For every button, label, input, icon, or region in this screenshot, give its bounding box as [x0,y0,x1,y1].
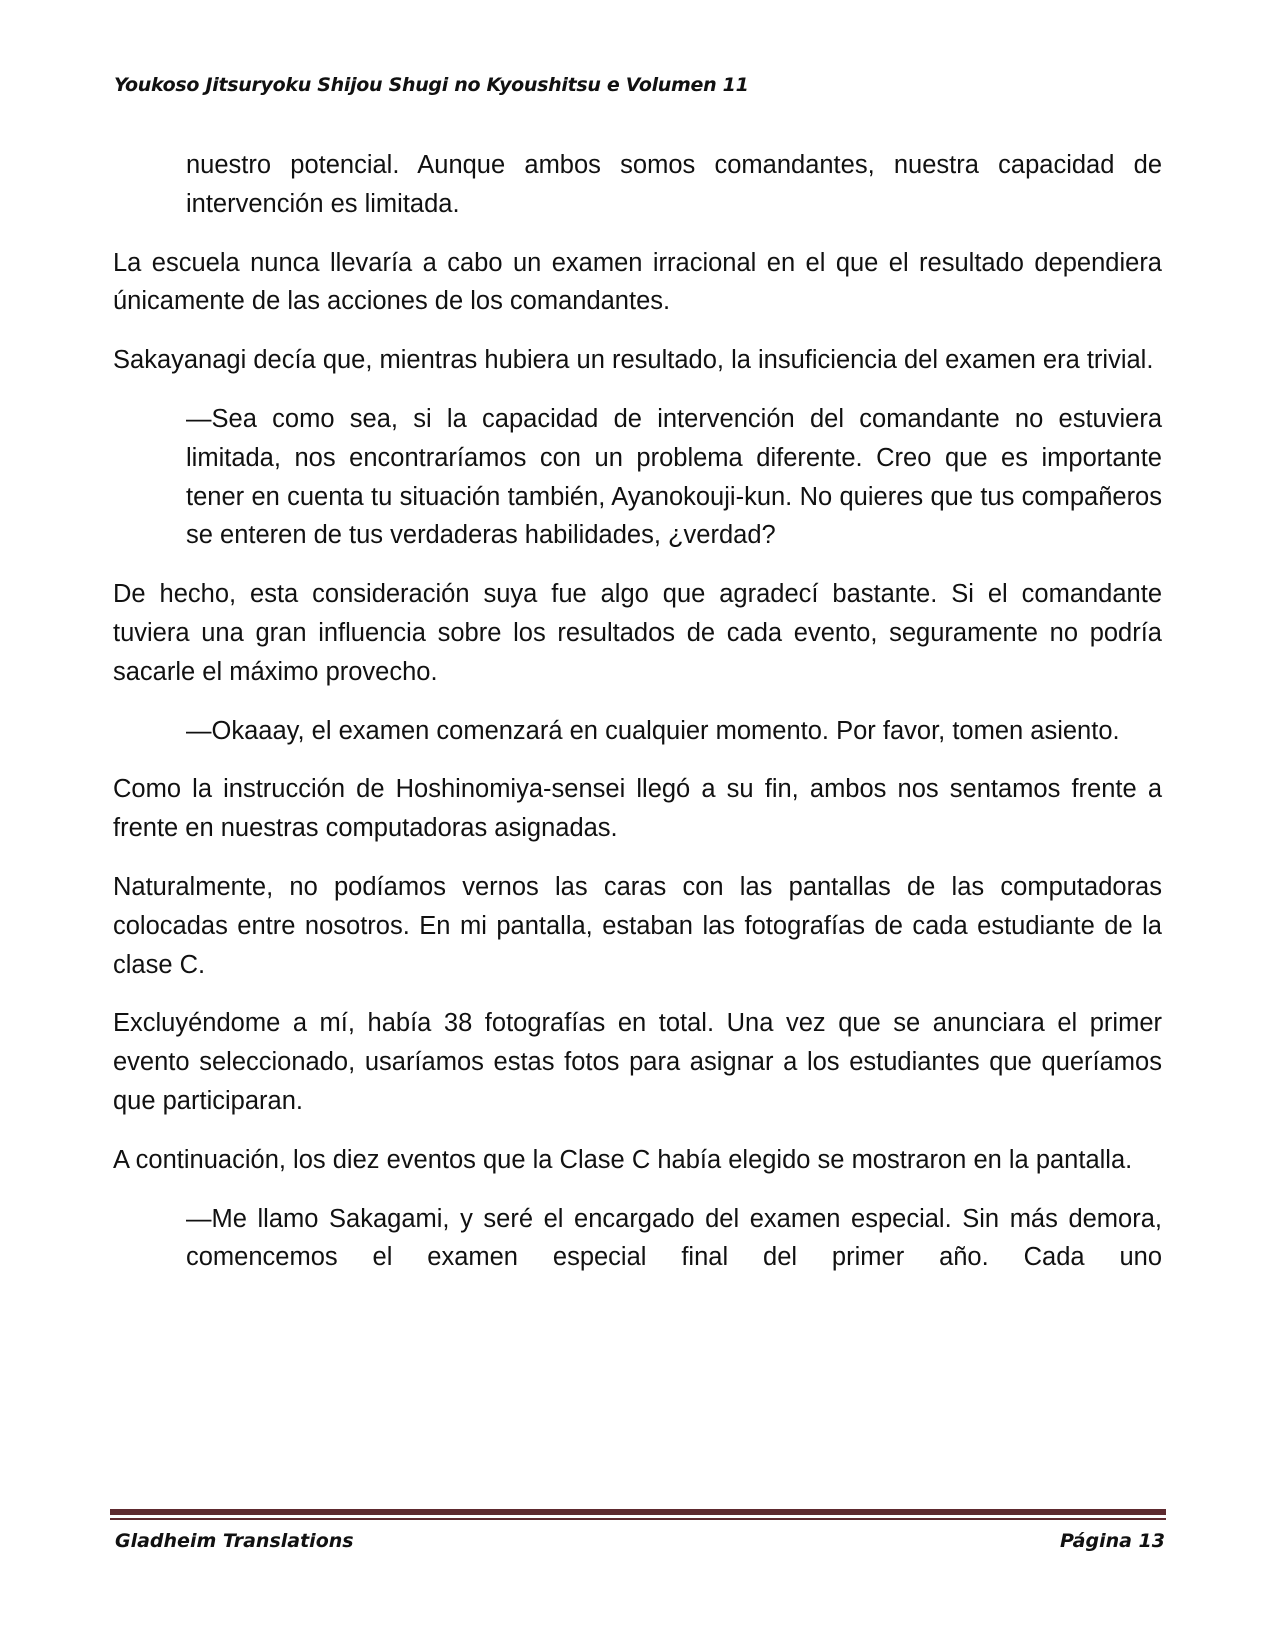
footer-page-number: Página 13 [1059,1530,1165,1552]
paragraph: La escuela nunca llevaría a cabo un examen irracional en el que el resultado dependiera únicamente de las acciones de los comandantes. [113,248,1162,316]
dialogue-paragraph: —Okaaay, el examen comenzará en cualquier momento. Por favor, tomen asiento. [186,716,1120,745]
page-body [113,146,1162,1297]
paragraph: Como la instrucción de Hoshinomiya-sensei llegó a su fin, ambos nos sentamos frente a frente en nuestras computadoras asignadas. [113,775,1162,843]
footer-rule-thin [110,1518,1166,1520]
paragraph: De hecho, esta consideración suya fue algo que agradecí bastante. Si el comandante tuviera una gran influencia sobre los resultados de cada evento, seguramente no podría sacarle el máximo provecho. [113,580,1162,686]
running-header-title: Youkoso Jitsuryoku Shijou Shugi no Kyoushitsu e Volumen 11 [114,74,749,96]
paragraph: A continuación, los diez eventos que la Clase C había elegido se mostraron en la pantalla. [113,1145,1133,1174]
paragraph: nuestro potencial. Aunque ambos somos comandantes, nuestra capacidad de intervención es limitada. [186,151,1162,218]
paragraph: Excluyéndome a mí, había 38 fotografías en total. Una vez que se anunciara el primer evento seleccionado, usaríamos estas fotos para asignar a los estudiantes que queríamos que participaran. [113,1009,1162,1115]
footer-rule-thick [110,1509,1166,1515]
dialogue-paragraph: —Me llamo Sakagami, y seré el encargado del examen especial. Sin más demora, comencemos el examen especial final del primer año. Cada uno [186,1204,1162,1272]
dialogue-paragraph: —Sea como sea, si la capacidad de intervención del comandante no estuviera limitada, nos encontraríamos con un problema diferente. Creo que es importante tener en cuenta tu situación también, Ayanokouji-kun. No quieres que tus compañeros se enteren de tus verdaderas habilidades, ¿verdad? [186,404,1162,550]
paragraph: Naturalmente, no podíamos vernos las caras con las pantallas de las computadoras colocadas entre nosotros. En mi pantalla, estaban las fotografías de cada estudiante de la clase C. [113,872,1162,979]
paragraph: Sakayanagi decía que, mientras hubiera un resultado, la insuficiencia del examen era trivial. [113,346,1154,375]
footer-translator-credit: Gladheim Translations [115,1530,354,1552]
